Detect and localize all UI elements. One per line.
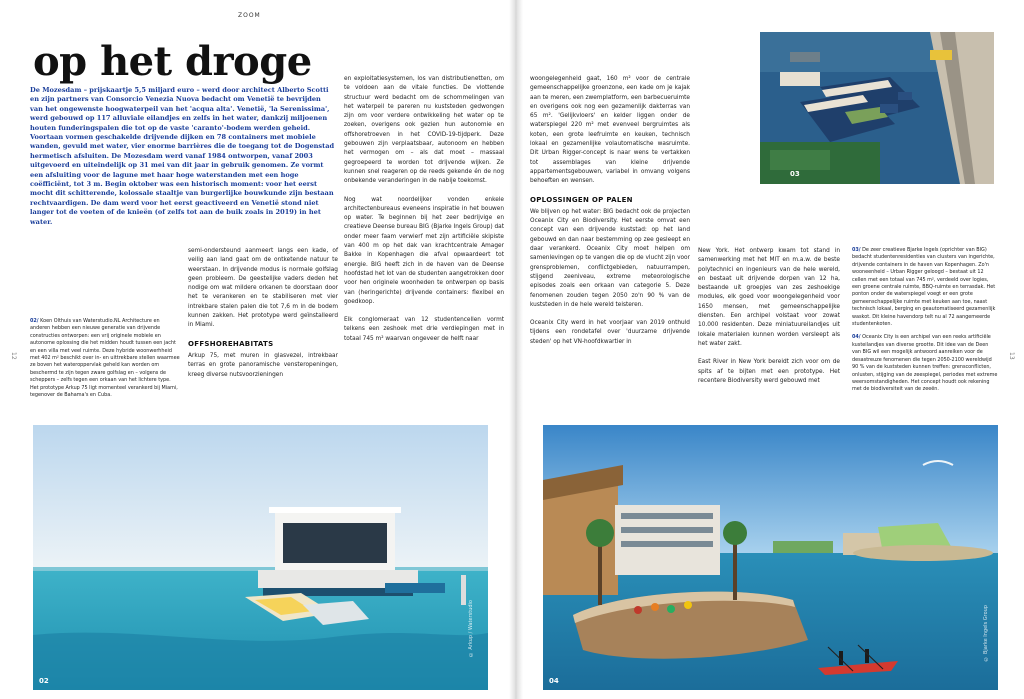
photo-arkup-villa-art [33,425,488,690]
caption-04-number: 04/ [852,334,861,341]
photo-arkup-villa [33,425,488,690]
column-4-paragraph-2: East River in New York bereidt zich voor om de spits af te bijten met een prototype. Het recentere Biodiversity werd gebouwd met [698,359,840,384]
column-2-paragraph-2: Nog wat noordelijker vonden enkele architectenbureaus eveneens inspiratie in het bouwen op water. Te beginnen bij het zeer bedrijvige en creatieve Deense bureau BIG (Bjarke Ingels Group) dat onder meer faam verwierf met zijn artificiële skipiste van 400 m op het dak van krachtcentrale Amager Bakke in Kopenhagen die afval opwaardeert tot energie. BIG heeft zich in de haven van de Deense hoofdstad het lot van de studenten aangetrokken door voor hen originele woonheden te ontwerpen op basis van (heringerichte) drijvende containers: flexibel en goedkoop. [344,196,504,305]
photo-urban-rigger-art [760,32,994,184]
photo-03-number: 03 [790,170,800,178]
caption-02 [30,318,180,399]
column-3-paragraph-2: We blijven op het water: BIG bedacht ook de projecten Oceanix City en Biodiversity. Het eerste omvat een concept van een drijvende kuststad: op het land gebouwd en dan naar bestemming op zee gesleept en daar verankerd. Oceanix City moet helpen om samenlevingen op te vangen die op de vlucht zijn voor grensproblemen, conflictgebieden, natuurrampen, stijgend zeeniveau, extreme meteorologische episodes zoals een orkaan van categorie 5. Deze fenomenen zouden tegen 2050 zo'n 90 % van de kuststeden in de hele wereld teisteren. [530,208,690,308]
caption-04-text: Oceanix City is een archipel van een reeks artificiële kusteilandjes van diverse grootte. Dit idee van de Deen van BIG wil een mogelijk antwoord aanreiken voor de desastreuze fenomenen die tegen 2050-2100 wereldwijd 90 % van de kuststeden kunnen treffen: grensconflicten, onlusten, stijging van de zeespiegel, periodes met extreme weersomstandigheden. Het concept houdt ook rekening met de biodiversiteit van de zeeën. [852,334,998,393]
column-1 [188,247,338,389]
photo-02-credit: © Arkup / Waterstudio [468,600,474,658]
captions-right [852,247,998,394]
column-4 [698,247,840,395]
caption-03-text: De zeer creatieve Bjarke Ingels (oprichter van BIG) bedacht studentenresidenties van clusters van ingerichte, drijvende containers in de haven van Kopenhagen. Zo'n wooneenheid – Urban Rigger geloogd – bestaat uit 12 cellen met een totaal van 745 m², verdeeld over logies, een groene centrale ruimte, BBQ-ruimte en terrasdak. Het ponton onder de waterspiegel voegt er een grote gemeenschappelijke ruimte met keuken aan toe, naast technisch lokaal, berging en geautomatiseerd gezamenlijk waskot. Dit kleine havendorp telt nu al 72 aangemeerde studentenkoten. [852,247,996,328]
photo-oceanix-city [543,425,998,690]
page-gutter [509,0,523,699]
column-3-paragraph-3: Oceanix City werd in het voorjaar van 2019 onthuld tijdens een rondetafel over 'duurzame drijvende steden' op het VN-hoofdkwartier in [530,320,690,345]
photo-04-credit: © Bjarke Ingels Group [983,605,989,662]
section-label: ZOOM [238,12,261,19]
caption-03-number: 03/ [852,247,861,253]
column-4-paragraph-1: New York. Het ontwerp kwam tot stand in samenwerking met het MIT en m.a.w. de beste polytechnici en ingenieurs van de hele wereld, en bestaat uit drijvende dorpen van 12 ha, bestaande uit groepjes van zes zeshoekige modules, elk goed voor woongelegenheid voor 1650 mensen, met gemeenschappelijke diensten. Een archipel volstaat voor zowat 10.000 residenten. Deze miniatuureilandjes uit lokale materialen kunnen worden versleept als het water zakt. [698,248,840,347]
column-1-paragraph: semi-ondersteund aanmeert langs een kade, of veilig aan land gaat om de ontketende natuur te weerstaan. In drijvende modus is normale golfslag geen probleem. De geestelijke vaders deden het nodige om wat mildere orkanen te doorstaan door het te verankeren en te stabiliseren met vier intrekbare stalen palen die tot 7,6 m in de bodem kunnen zakken. Het prototype werd geïnstalleerd in Miami. [188,248,338,329]
photo-oceanix-city-art [543,425,998,690]
column-3 [530,75,690,356]
photo-urban-rigger [760,32,994,184]
column-3-paragraph-1: woongelegenheid gaat, 160 m² voor de centrale gemeenschappelijke groenzone, een kade om je kajak aan te meren, een zwemplatform, een barbecueruimte en overigens ook nog een gezamenlijk dakterras van 65 m². 'Gelijkvloers' en kelder liggen onder de waterspiegel 220 m² met evenveel bergruimtes als koten, een grote leefruimte en keuken, technisch lokaal en gezamenlijke volautomatische wasruimte. Dit Urban Rigger-concept is naar wens te vertakken tot assemblages van kleine drijvende appartementsgebouwen, variabel in omvang volgens behoeften en wensen. [530,76,690,185]
column-2-paragraph-1: en exploitatiesystemen, los van distributienetten, om te voldoen aan de vitale functies. De vlottende structuur werd bedacht om de schommelingen van het waterpeil te pareren nu kuststeden gedwongen zijn om voor verdere ontwikkeling het water op te zoeken, overigens ook gezien hun autonomie en offshoretroeven in het COVID-19-tijdperk. Deze gebouwen zijn verplaatsbaar, autonoom en hebben het vermogen om – als dat moet – massaal gegroepeerd te worden tot drijvende wijken. Ze kunnen snel reageren op de reeds gekende én de nog onbekende veranderingen in de nabije toekomst. [344,76,504,185]
subhead-offshorehabitats: OFFSHOREHABITATS [188,339,274,348]
column-2 [344,75,504,353]
column-2-paragraph-3: Elk conglomeraat van 12 studentencellen vormt telkens een zeshoek met drie verdiepingen met in totaal 745 m² waarvan ongeveer de helft naar [344,317,504,342]
headline: op het droge [33,38,312,85]
subhead-oplossingen-op-palen: OPLOSSINGEN OP PALEN [530,195,633,204]
caption-02-number: 02/ [30,318,39,324]
page-number-right: 13 [1008,352,1015,360]
caption-04 [852,334,998,393]
column-1-paragraph-after: Arkup 75, met muren in glasvezel, intrekbaar terras en grote panoramische vensteropeningen, kreeg diverse nutsvoorzieningen [188,352,338,378]
caption-03 [852,247,998,328]
photo-04-number: 04 [549,677,559,685]
photo-02-number: 02 [39,677,49,685]
page-number-left: 12 [10,352,17,360]
caption-02-text: Koen Olthuis van Waterstudio.NL Architecture en anderen hebben een nieuwe generatie van drijvende constructies ontworpen: een vrij originele mobiele en autonome oplossing die het midden houdt tussen een jacht en een villa met veel ruimte. Deze hybride woonwerhheid met 402 m² beschikt over in- en uittrekbare stellen waarmee ze boven het wateroppervlak geheld kan worden om beschermd te zijn tegen zware golfslag en – volgens de scheppers – zelfs tegen een orkaan van het lichtere type. Het prototype Arkup 75 ligt momenteel verankerd bij Miami, tegenover de Bahama's en Cuba. [30,318,180,399]
intro-paragraph: De Mozesdam – prijskaartje 5,5 miljard euro – werd door architect Alberto Scotti en zijn partners van Consorcio Venezia Nuova bedacht om Venetië te bevrijden van het ongewenste hoogwaterpeil van het 'acqua alta'. Venetië, 'la Serenissima', werd gebouwd op 117 alluviale eilandjes en zelfs in het water, dankzij miljoenen houten funderingspalen die tot op de vaste 'caranto'-bodem werden geheid. Voortaan vormen geschakelde drijvende dijken en 78 containers met mobiele wanden, gevuld met water, vier enorme barrières die de toegang tot de Dogenstad hermetisch afsluiten. De Mozesdam werd vanaf 1984 ontworpen, vanaf 2003 uitgevoerd en uiteindelijk op 31 mei van dit jaar in gebruik genomen. Ze vormt een afsluiting voor de lagune met haar hoge waterstanden met een hoge coëfficiënt, tot 3 m. Begin oktober was een historisch moment: voor het eerst mocht dit schitterende, kolossale staaltje van burgerlijke bouwkunde zijn bestaan rechtvaardigen. De dam werd voor het eerst geactiveerd en Venetië stond niet langer tot de voeten of de knieën (of zelfs tot aan de buik zoals in 2019) in het water. [30,86,335,226]
